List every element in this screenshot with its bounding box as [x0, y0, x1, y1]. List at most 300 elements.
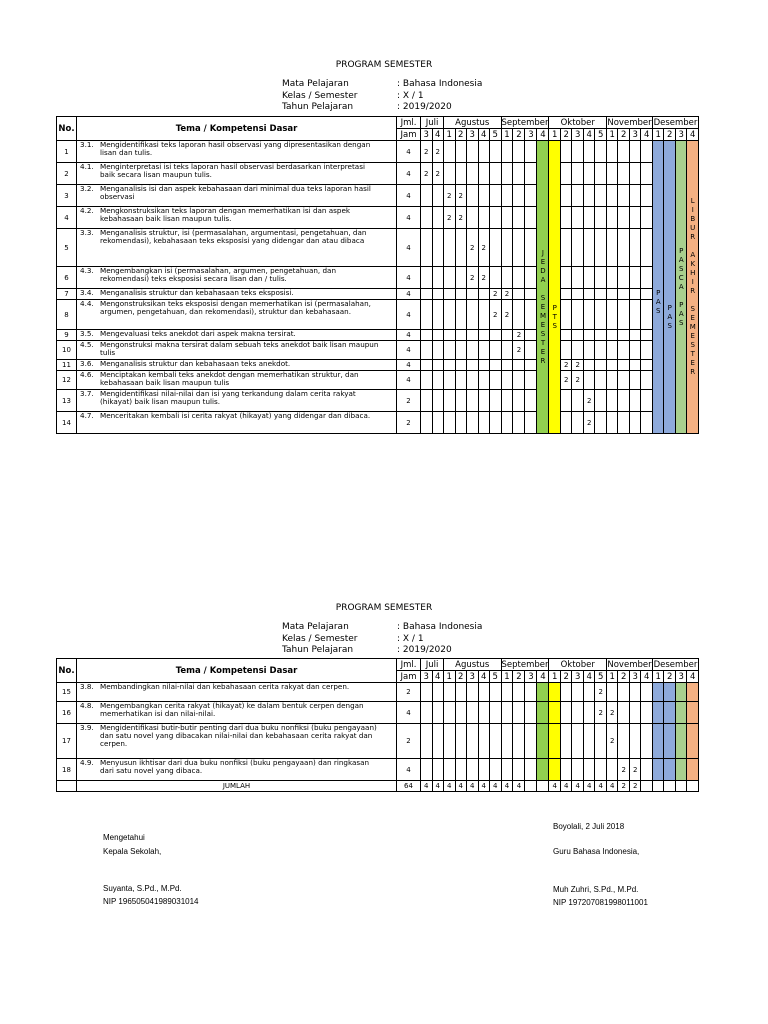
week-cell: [583, 229, 595, 267]
row-number: 1: [57, 141, 77, 163]
week-cell: 2: [583, 390, 595, 412]
week-cell: [618, 724, 630, 759]
jml-cell: 4: [397, 759, 421, 781]
week-cell: [478, 702, 490, 724]
meta-label: Mata Pelajaran: [282, 622, 349, 632]
month-header: Oktober: [549, 117, 607, 129]
table-row: [57, 724, 699, 759]
week-cell: [560, 724, 572, 759]
mengetahui-label: Mengetahui: [103, 833, 145, 842]
week-cell: [583, 300, 595, 330]
week-cell: [641, 724, 653, 759]
week-header: 3: [675, 129, 687, 141]
week-cell: [467, 185, 479, 207]
week-header: 2: [664, 129, 676, 141]
week-cell: [490, 229, 502, 267]
week-cell: [618, 371, 630, 390]
week-header: 4: [432, 671, 444, 683]
week-cell: [583, 341, 595, 360]
week-cell: [560, 390, 572, 412]
week-header: 4: [583, 129, 595, 141]
week-cell: [467, 371, 479, 390]
week-cell: [490, 702, 502, 724]
table-row: [57, 330, 699, 341]
table-row: [57, 163, 699, 185]
week-cell: [444, 371, 456, 390]
kompetensi-cell: [77, 390, 397, 412]
week-cell: [525, 341, 537, 360]
jumlah-week: 4: [513, 781, 525, 792]
meta-value: : Bahasa Indonesia: [397, 622, 483, 632]
month-header: Desember: [653, 117, 698, 128]
week-cell: [467, 163, 479, 185]
week-cell: [572, 289, 584, 300]
week-cell: [629, 300, 641, 330]
week-cell: [432, 683, 444, 702]
week-header: 2: [455, 671, 467, 683]
week-cell: [629, 289, 641, 300]
jml-cell: 4: [397, 229, 421, 267]
libur-akhir-column: L I B U R A K H I R S E M E S T E R: [687, 141, 699, 434]
jml-cell: 4: [397, 267, 421, 289]
kompetensi-cell: [77, 724, 397, 759]
week-cell: [490, 412, 502, 434]
week-cell: [595, 207, 607, 229]
week-cell: [455, 141, 467, 163]
week-cell: [572, 702, 584, 724]
week-cell: [606, 229, 618, 267]
week-cell: [490, 141, 502, 163]
week-cell: [595, 163, 607, 185]
week-cell: [560, 759, 572, 781]
guru-label: Guru Bahasa Indonesia,: [553, 847, 640, 856]
week-cell: 2: [421, 163, 433, 185]
week-cell: 2: [444, 207, 456, 229]
table-row: [57, 300, 699, 330]
week-cell: [641, 289, 653, 300]
week-cell: [478, 724, 490, 759]
week-cell: [501, 412, 513, 434]
week-cell: [444, 724, 456, 759]
week-cell: [583, 163, 595, 185]
week-cell: [687, 759, 699, 781]
week-cell: [595, 289, 607, 300]
week-header: 4: [537, 671, 549, 683]
jml-cell: 4: [397, 207, 421, 229]
jml-cell: 4: [397, 341, 421, 360]
jumlah-empty: [57, 781, 77, 792]
week-cell: [478, 330, 490, 341]
week-cell: [432, 724, 444, 759]
jumlah-week: 4: [455, 781, 467, 792]
header-tema: Tema / Kompetensi Dasar: [77, 659, 397, 683]
week-cell: [641, 371, 653, 390]
week-cell: [455, 267, 467, 289]
jumlah-week: 4: [560, 781, 572, 792]
week-cell: [606, 163, 618, 185]
kd-text: Mengidentifikasi teks laporan hasil observasi yang dipresentasikan dengan lisan dan tulis.: [100, 140, 371, 157]
week-cell: [560, 229, 572, 267]
week-cell: [560, 289, 572, 300]
week-cell: [501, 267, 513, 289]
kd-text: Mengidentifikasi nilai-nilai dan isi yang terkandung dalam cerita rakyat (hikayat) baik lisan maupun tulis.: [100, 389, 356, 406]
week-cell: [467, 724, 479, 759]
row-number: 9: [57, 330, 77, 341]
week-cell: [641, 390, 653, 412]
week-header: 2: [455, 129, 467, 141]
kd-code: 3.1.: [80, 140, 94, 149]
jml-cell: 4: [397, 289, 421, 300]
week-cell: [629, 207, 641, 229]
week-header: 4: [687, 129, 699, 141]
kd-text: Menganalisis struktur dan kebahasaan teks anekdot.: [100, 359, 291, 368]
week-cell: 2: [513, 341, 525, 360]
jml-cell: 4: [397, 702, 421, 724]
kd-code: 4.3.: [80, 266, 94, 275]
week-cell: [432, 412, 444, 434]
week-cell: 2: [583, 412, 595, 434]
jml-cell: 4: [397, 360, 421, 371]
week-cell: [606, 185, 618, 207]
week-header: 4: [641, 129, 653, 141]
week-cell: [687, 724, 699, 759]
table-row: [57, 267, 699, 289]
month-header: Juli: [421, 659, 444, 671]
kd-text: Menyusun ikhtisar dari dua buku nonfiksi (buku pengayaan) dan ringkasan dari satu novel yang dibaca.: [100, 758, 370, 775]
week-header: 5: [595, 671, 607, 683]
week-cell: [595, 371, 607, 390]
week-header: 4: [537, 129, 549, 141]
program-table-2: [56, 658, 699, 792]
week-cell: [641, 267, 653, 289]
jumlah-week: [652, 781, 664, 792]
week-cell: [432, 371, 444, 390]
week-cell: [432, 341, 444, 360]
kompetensi-cell: [77, 163, 397, 185]
week-cell: [560, 141, 572, 163]
kd-text: Membandingkan nilai-nilai dan kebahasaan cerita rakyat dan cerpen.: [100, 682, 350, 691]
kd-text: Menginterpretasi isi teks laporan hasil observasi berdasarkan interpretasi baik secara lisan maupun tulis.: [100, 162, 365, 179]
week-cell: [629, 371, 641, 390]
jumlah-week: [537, 781, 549, 792]
week-cell: [675, 702, 687, 724]
kompetensi-cell: [77, 360, 397, 371]
week-cell: [444, 267, 456, 289]
week-cell: [444, 330, 456, 341]
week-cell: [641, 207, 653, 229]
jumlah-week: 4: [444, 781, 456, 792]
week-cell: [618, 390, 630, 412]
table-row: [57, 360, 699, 371]
week-cell: [467, 759, 479, 781]
kd-code: 3.5.: [80, 329, 94, 338]
week-cell: [478, 163, 490, 185]
week-cell: [572, 412, 584, 434]
week-cell: [444, 300, 456, 330]
week-cell: [537, 724, 549, 759]
kompetensi-cell: [77, 759, 397, 781]
week-header: 2: [513, 671, 525, 683]
week-cell: [664, 702, 676, 724]
month-header: Agustus: [444, 117, 502, 129]
week-cell: [455, 683, 467, 702]
week-cell: [583, 330, 595, 341]
meta-label: Kelas / Semester: [282, 90, 358, 101]
week-cell: [513, 229, 525, 267]
week-header: 2: [513, 129, 525, 141]
week-cell: [595, 141, 607, 163]
week-cell: [629, 724, 641, 759]
week-header: 2: [664, 671, 676, 683]
week-cell: [629, 341, 641, 360]
week-header: 3: [421, 671, 433, 683]
kd-code: 3.2.: [80, 184, 94, 193]
jumlah-week: 4: [549, 781, 561, 792]
kepala-name: Suyanta, S.Pd., M.Pd.: [103, 884, 182, 893]
week-cell: [513, 683, 525, 702]
week-cell: [537, 759, 549, 781]
week-cell: [432, 229, 444, 267]
week-header: 4: [432, 129, 444, 141]
month-header: Agustus: [444, 659, 502, 671]
week-cell: [560, 702, 572, 724]
kd-code: 4.5.: [80, 340, 94, 349]
week-cell: [618, 163, 630, 185]
week-cell: [652, 702, 664, 724]
week-cell: [641, 163, 653, 185]
kd-code: 4.6.: [80, 370, 94, 379]
week-header: 1: [606, 129, 618, 141]
meta-label: Kelas / Semester: [282, 633, 358, 644]
week-cell: [629, 390, 641, 412]
week-header: 5: [490, 129, 502, 141]
week-cell: [572, 141, 584, 163]
week-header: 1: [549, 671, 561, 683]
week-header: 2: [618, 671, 630, 683]
week-cell: [444, 289, 456, 300]
jumlah-label: JUMLAH: [77, 781, 397, 792]
week-cell: [455, 330, 467, 341]
week-cell: [444, 683, 456, 702]
kompetensi-cell: [77, 300, 397, 330]
week-cell: [490, 341, 502, 360]
week-cell: [687, 702, 699, 724]
week-cell: [444, 341, 456, 360]
week-header: 5: [490, 671, 502, 683]
week-cell: 2: [432, 163, 444, 185]
week-cell: [595, 759, 607, 781]
week-cell: [595, 330, 607, 341]
week-cell: [560, 207, 572, 229]
week-cell: [606, 412, 618, 434]
week-cell: [583, 759, 595, 781]
header-tema: Tema / Kompetensi Dasar: [77, 117, 397, 141]
week-cell: 2: [560, 371, 572, 390]
week-header: 4: [687, 671, 699, 683]
week-cell: [432, 300, 444, 330]
week-cell: [595, 724, 607, 759]
kd-text: Mengkonstruksikan teks laporan dengan memerhatikan isi dan aspek kebahasaan baik lisan maupun tulis.: [100, 206, 351, 223]
table-row: [57, 207, 699, 229]
week-cell: [675, 724, 687, 759]
week-cell: 2: [606, 702, 618, 724]
week-cell: [641, 185, 653, 207]
week-cell: [606, 207, 618, 229]
header-jml: Jml.: [397, 117, 421, 129]
week-cell: [560, 683, 572, 702]
week-header: 2: [618, 129, 630, 141]
row-number: 3: [57, 185, 77, 207]
week-cell: [421, 759, 433, 781]
week-cell: 2: [455, 185, 467, 207]
week-cell: [525, 759, 537, 781]
week-cell: [490, 207, 502, 229]
week-cell: [501, 163, 513, 185]
week-cell: [444, 141, 456, 163]
week-header: 5: [595, 129, 607, 141]
week-cell: [525, 229, 537, 267]
week-cell: [549, 683, 561, 702]
week-cell: [478, 683, 490, 702]
kepala-label: Kepala Sekolah,: [103, 847, 162, 856]
week-cell: [513, 724, 525, 759]
week-cell: [629, 683, 641, 702]
row-number: 12: [57, 371, 77, 390]
week-cell: [455, 724, 467, 759]
jml-cell: 4: [397, 163, 421, 185]
week-cell: [455, 163, 467, 185]
week-cell: [525, 289, 537, 300]
week-cell: [629, 412, 641, 434]
week-header: 1: [549, 129, 561, 141]
week-cell: [432, 267, 444, 289]
week-cell: [421, 185, 433, 207]
meta-value: : Bahasa Indonesia: [397, 79, 483, 89]
jumlah-week: 4: [583, 781, 595, 792]
week-cell: [525, 390, 537, 412]
week-cell: [618, 207, 630, 229]
week-cell: [501, 207, 513, 229]
week-cell: [421, 702, 433, 724]
week-cell: [641, 300, 653, 330]
week-cell: [641, 759, 653, 781]
header-jml: Jml.: [397, 659, 421, 671]
week-cell: [478, 185, 490, 207]
pas-column: P A S: [652, 141, 664, 434]
week-header: 1: [444, 671, 456, 683]
week-cell: [467, 390, 479, 412]
week-cell: [490, 330, 502, 341]
week-cell: [618, 683, 630, 702]
kd-code: 3.4.: [80, 288, 94, 297]
week-cell: [537, 702, 549, 724]
week-header: 3: [572, 671, 584, 683]
week-cell: [583, 702, 595, 724]
kd-code: 4.8.: [80, 701, 94, 710]
week-cell: [572, 390, 584, 412]
week-cell: [583, 267, 595, 289]
week-cell: [675, 683, 687, 702]
week-cell: [629, 702, 641, 724]
week-cell: 2: [421, 141, 433, 163]
week-cell: [478, 207, 490, 229]
table-row: [57, 371, 699, 390]
week-cell: [490, 390, 502, 412]
week-cell: [421, 229, 433, 267]
week-cell: [455, 229, 467, 267]
week-cell: 2: [432, 141, 444, 163]
week-cell: [629, 330, 641, 341]
month-header: Oktober: [549, 659, 607, 671]
table-row: [57, 759, 699, 781]
row-number: 6: [57, 267, 77, 289]
week-cell: [501, 141, 513, 163]
kd-text: Menganalisis isi dan aspek kebahasaan dari minimal dua teks laporan hasil observasi: [100, 184, 371, 201]
week-cell: [652, 683, 664, 702]
week-cell: [629, 163, 641, 185]
jml-cell: 4: [397, 141, 421, 163]
meta-value: : 2019/2020: [397, 645, 452, 655]
week-cell: [572, 759, 584, 781]
kompetensi-cell: [77, 141, 397, 163]
week-cell: 2: [618, 759, 630, 781]
week-header: 3: [525, 129, 537, 141]
week-cell: [455, 390, 467, 412]
week-cell: [595, 360, 607, 371]
week-cell: [490, 724, 502, 759]
week-cell: [618, 360, 630, 371]
header-jam: Jam: [397, 671, 421, 683]
row-number: 11: [57, 360, 77, 371]
week-cell: [455, 702, 467, 724]
week-cell: [652, 759, 664, 781]
week-cell: [444, 360, 456, 371]
week-cell: 2: [595, 683, 607, 702]
kd-code: 4.4.: [80, 299, 94, 308]
jeda-semester-column: J E D A S E M E S T E R: [537, 141, 549, 434]
week-cell: [618, 141, 630, 163]
kd-code: 3.6.: [80, 359, 94, 368]
week-cell: [432, 330, 444, 341]
table-row: [57, 683, 699, 702]
meta-value: : 2019/2020: [397, 102, 452, 112]
week-cell: [501, 341, 513, 360]
week-cell: [501, 702, 513, 724]
week-cell: [572, 207, 584, 229]
week-cell: [444, 702, 456, 724]
week-cell: [583, 371, 595, 390]
week-cell: [618, 412, 630, 434]
week-cell: [595, 185, 607, 207]
week-header: 4: [583, 671, 595, 683]
week-cell: [432, 289, 444, 300]
kd-code: 4.7.: [80, 411, 94, 420]
jumlah-week: 4: [490, 781, 502, 792]
week-cell: [560, 300, 572, 330]
week-cell: [455, 360, 467, 371]
week-header: 1: [606, 671, 618, 683]
table-row: [57, 185, 699, 207]
week-cell: [687, 683, 699, 702]
week-cell: [595, 267, 607, 289]
kompetensi-cell: [77, 330, 397, 341]
week-cell: [664, 759, 676, 781]
week-cell: [572, 185, 584, 207]
kd-code: 4.9.: [80, 758, 94, 767]
week-cell: [455, 300, 467, 330]
week-cell: [455, 341, 467, 360]
week-cell: [467, 141, 479, 163]
